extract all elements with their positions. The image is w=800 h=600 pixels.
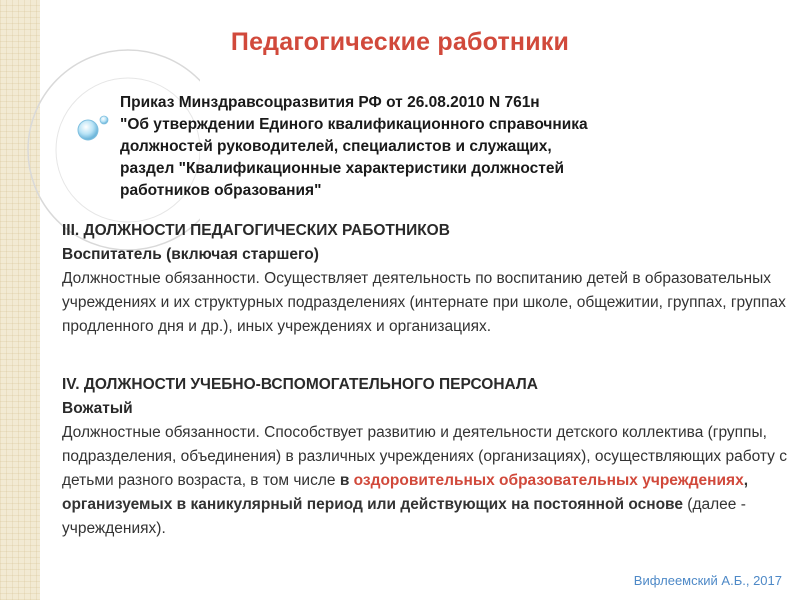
- order-line: должностей руководителей, специалистов и служащих,: [120, 138, 552, 155]
- duties-text-bold: , организуемых в каникулярный период или действующих на постоянной основе: [62, 472, 749, 513]
- order-line: "Об утверждении Единого квалификационного справочника: [120, 116, 588, 133]
- duties-text-highlight: оздоровительных образовательных учреждениях: [353, 472, 744, 489]
- duties-text: Должностные обязанности. Осуществляет деятельность по воспитанию детей в образовательных учреждениях и их структурных подразделениях (интернате при школе, общежитии, группах, группах продленного дня и др.), иных учреждениях и организациях.: [62, 270, 786, 335]
- order-line: раздел "Квалификационные характеристики должностей: [120, 160, 564, 177]
- order-line: работников образования": [120, 182, 322, 199]
- position-title: Воспитатель (включая старшего): [62, 246, 319, 263]
- duties-text-preposition: в: [339, 472, 354, 489]
- section-heading: IV. ДОЛЖНОСТИ УЧЕБНО-ВСПОМОГАТЕЛЬНОГО ПЕРСОНАЛА: [62, 376, 538, 393]
- section-support-staff: [62, 373, 792, 541]
- section-heading: III. ДОЛЖНОСТИ ПЕДАГОГИЧЕСКИХ РАБОТНИКОВ: [62, 222, 450, 239]
- page-title: Педагогические работники: [230, 28, 570, 56]
- bubble-small: [100, 116, 108, 124]
- order-line: Приказ Минздравсоцразвития РФ от 26.08.2010 N 761н: [120, 94, 540, 111]
- duties-text: [62, 421, 792, 541]
- author-credit: Вифлеемский А.Б., 2017: [633, 573, 782, 588]
- section-pedagogical-staff: [62, 219, 792, 339]
- order-reference: [120, 92, 720, 202]
- duties-text-end: (далее - учреждениях).: [62, 496, 746, 537]
- duties-text-plain: Должностные обязанности. Способствует развитию и деятельности детского коллектива (группы, подразделения, объединения) в различных учреждениях (организациях), осуществляющих работу с детьми разного возраста, в том числе: [62, 424, 787, 489]
- bubble-large: [78, 120, 98, 140]
- position-title: Вожатый: [62, 400, 133, 417]
